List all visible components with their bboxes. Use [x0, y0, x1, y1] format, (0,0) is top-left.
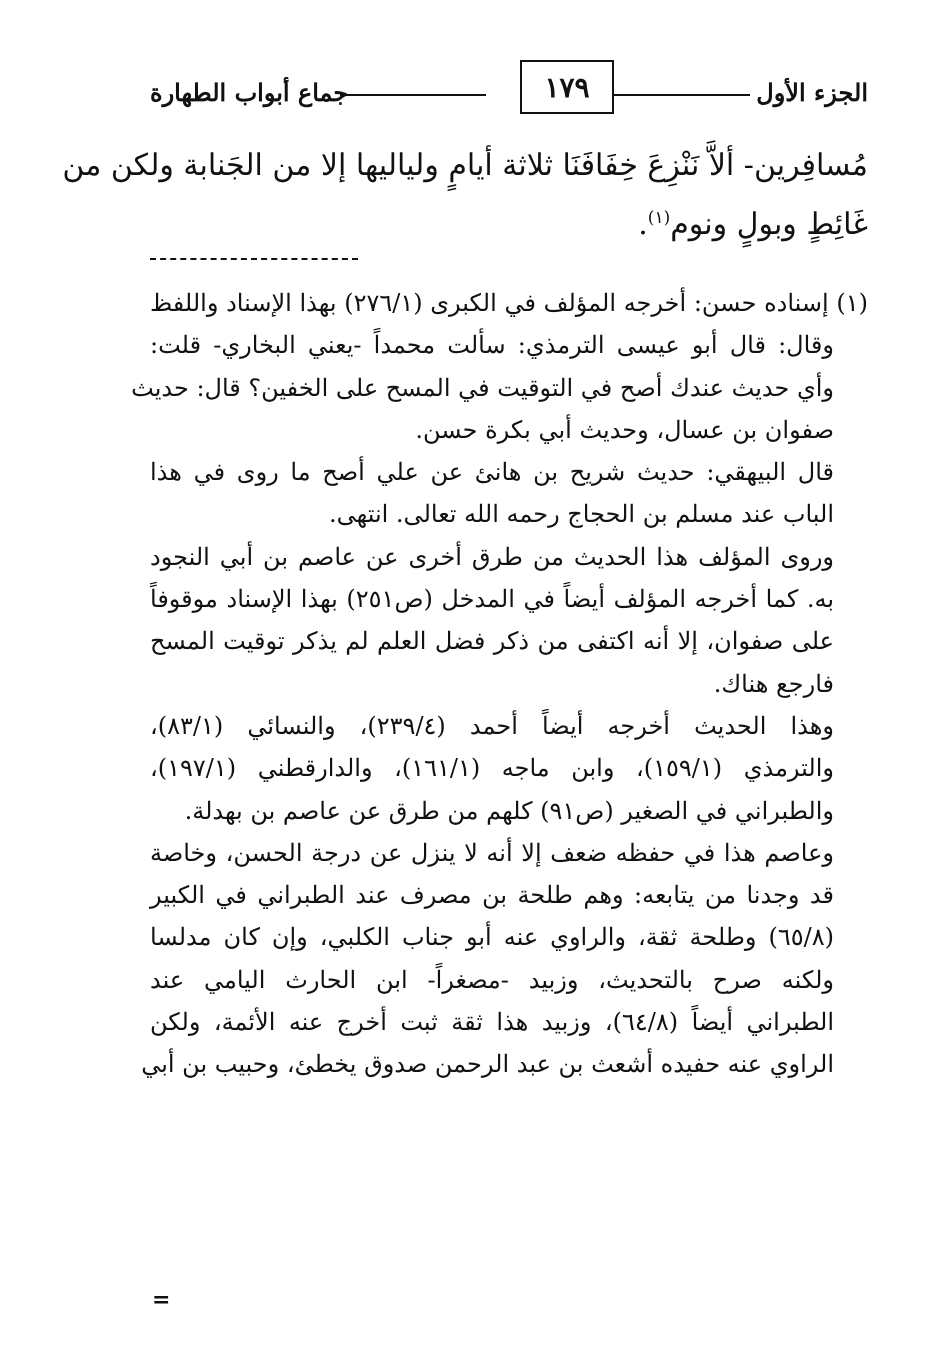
footnote-line: الطبراني أيضاً (٦٤/٨)، وزبيد هذا ثقة ثبت أخرج عنه الأئمة، ولكن: [150, 1008, 834, 1037]
footnote-line: (٦٥/٨) وطلحة ثقة، والراوي عنه أبو جناب الكلبي، وإن كان مدلسا: [150, 923, 834, 952]
footnote-line: وقال: قال أبو عيسى الترمذي: سألت محمداً -يعني البخاري- قلت:: [150, 331, 834, 360]
footnote-line: (١) إسناده حسن: أخرجه المؤلف في الكبرى (٢٧٦/١) بهذا الإسناد واللفظ: [150, 289, 868, 317]
footnote-line: صفوان بن عسال، وحديث أبي بكرة حسن.: [415, 415, 834, 444]
footnote-line: والطبراني في الصغير (ص٩١) كلهم من طرق عن عاصم بن بهدلة.: [184, 796, 834, 825]
footnotes: [131, 282, 868, 1086]
main-text-line: [150, 192, 868, 251]
footnote-line: وهذا الحديث أخرجه أيضاً أحمد (٢٣٩/٤)، والنسائي (٨٣/١)،: [150, 711, 834, 740]
footnote-line: فارجع هناك.: [713, 669, 834, 698]
footnote-line: والترمذي (١٥٩/١)، وابن ماجه (١٦١/١)، والدارقطني (١٩٧/١)،: [150, 754, 834, 783]
footnote-reference: (١): [647, 208, 671, 228]
footnote-line: على صفوان، إلا أنه اكتفى من ذكر فضل العلم لم يذكر توقيت المسح: [150, 627, 834, 656]
main-text: [62, 140, 868, 251]
chapter-title: جماع أبواب الطهارة: [150, 78, 349, 107]
part-title: الجزء الأول: [756, 78, 868, 107]
footnote-line: الراوي عنه حفيده أشعث بن عبد الرحمن صدوق يخطئ، وحبيب بن أبي: [141, 1050, 834, 1079]
footnote-line: وأي حديث عندك أصح في التوقيت في المسح على الخفين؟ قال: حديث: [131, 373, 834, 402]
sentence-end: .: [638, 207, 648, 242]
header-rule-left: [340, 94, 486, 96]
footnote-line: به. كما أخرجه المؤلف أيضاً في المدخل (ص٢٥١) بهذا الإسناد موقوفاً: [150, 585, 835, 614]
footnote-line: قال البيهقي: حديث شريح بن هانئ عن علي أصح ما روى في هذا: [150, 458, 834, 487]
page-number: ١٧٩: [520, 60, 614, 114]
header-rule-right: [614, 94, 750, 96]
main-text-segment: غَائِطٍ وبولٍ ونوم: [670, 207, 868, 242]
running-header: [150, 58, 868, 128]
footnote-line: ولكنه صرح بالتحديث، وزبيد -مصغراً- ابن الحارث اليامي عند: [150, 965, 834, 994]
main-text-line: مُسافِرين- ألاَّ نَنْزِعَ خِفَافَنَا ثلاثة أيامٍ ولياليها إلا من الجَنابة ولكن من: [62, 148, 868, 183]
footnote-line: وروى المؤلف هذا الحديث من طرق أخرى عن عاصم بن أبي النجود: [150, 542, 834, 571]
footnote-separator: [150, 258, 358, 260]
footnote-line: قد وجدنا من يتابعه: وهم طلحة بن مصرف عند الطبراني في الكبير: [150, 881, 834, 910]
continuation-mark: =: [152, 1287, 171, 1313]
footnote-line: الباب عند مسلم بن الحجاج رحمه الله تعالى. انتهى.: [329, 500, 834, 529]
footnote-line: وعاصم هذا في حفظه ضعف إلا أنه لا ينزل عن درجة الحسن، وخاصة: [150, 838, 834, 867]
